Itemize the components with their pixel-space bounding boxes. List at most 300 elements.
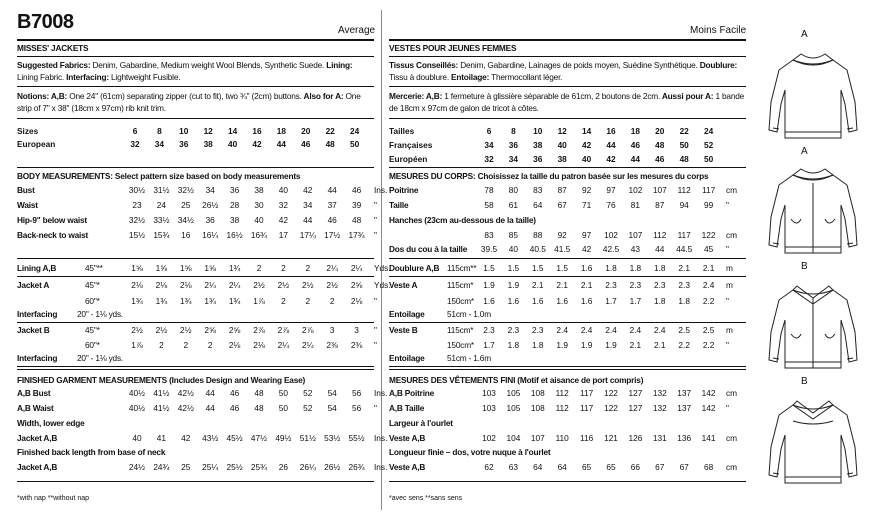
table-cell: 2: [281, 263, 286, 273]
body-measure-row: [389, 231, 746, 241]
table-cell: 24¾: [153, 462, 170, 472]
table-cell: 53½: [324, 433, 341, 443]
table-cell: 15½: [128, 230, 146, 240]
table-cell: 48: [254, 403, 264, 413]
row-sublabel: 51cm - 1.6m: [447, 353, 491, 363]
table-cell: 46: [229, 388, 240, 398]
table-cell: 3: [329, 325, 335, 335]
table-cell: 33½: [153, 215, 170, 225]
fabrics-line: [389, 73, 562, 81]
unit-label: ": [726, 244, 729, 254]
table-cell: 2: [183, 340, 189, 350]
english-column: [17, 0, 391, 528]
table-cell: 16: [252, 126, 262, 136]
table-cell: 48: [679, 154, 689, 164]
table-cell: 64: [533, 200, 543, 210]
table-cell: 15¾: [153, 230, 170, 240]
table-cell: 99: [703, 200, 714, 210]
table-cell: 1.6: [580, 296, 593, 306]
finished-measure-row: [389, 389, 746, 399]
table-cell: 2: [207, 340, 213, 350]
unit-label: ": [374, 296, 377, 306]
table-cell: 65: [606, 462, 616, 472]
table-cell: 12: [203, 126, 213, 136]
table-cell: 46: [655, 154, 665, 164]
table-cell: 2⅛: [155, 280, 168, 290]
row-sublabel: 51cm - 1.0m: [447, 309, 491, 319]
section-title: MISSES' JACKETS: [17, 43, 89, 53]
table-cell: 1.7: [483, 340, 495, 350]
table-cell: 76: [606, 200, 616, 210]
divider-line: [17, 276, 374, 277]
unit-label: Ins.: [374, 462, 388, 472]
unit-label: cm: [726, 462, 738, 472]
table-cell: 92: [557, 230, 567, 240]
table-cell: 137: [677, 388, 692, 398]
table-cell: 94: [679, 200, 689, 210]
table-cell: 2⅛: [228, 340, 241, 350]
finished-measure-row: [389, 419, 746, 429]
table-cell: 92: [581, 185, 592, 195]
table-cell: 1.7: [605, 296, 617, 306]
table-cell: 2: [256, 263, 262, 273]
divider-line: [389, 118, 746, 119]
table-cell: 44.5: [676, 244, 693, 254]
divider-line: [389, 167, 746, 168]
notions-line: [389, 92, 744, 100]
table-cell: 42½: [177, 403, 194, 413]
row-sublabel: 60"*: [85, 296, 100, 306]
table-cell: 65: [581, 462, 592, 472]
footnote: *avec sens **sans sens: [389, 495, 463, 502]
finished-measure-row: [17, 448, 374, 458]
table-cell: 2½: [326, 280, 338, 290]
table-cell: 2.3: [507, 325, 520, 335]
divider-line: [389, 39, 746, 41]
table-cell: 142: [701, 388, 716, 398]
table-cell: 61: [508, 200, 518, 210]
row-label: Tailles: [389, 126, 415, 136]
table-cell: 1.6: [483, 296, 495, 306]
section-title: VESTES POUR JEUNES FEMMES: [389, 43, 517, 53]
table-cell: 17: [278, 230, 288, 240]
notions-text: de 18cm x 97cm de galon de tricot à côtes.: [389, 103, 539, 113]
table-cell: 1¾: [204, 296, 216, 306]
table-cell: 2½: [253, 280, 265, 290]
table-cell: 2.3: [654, 280, 666, 290]
table-cell: 2½: [277, 280, 290, 290]
row-sublabel: 115cm*: [447, 280, 474, 290]
table-cell: 58: [484, 200, 494, 210]
table-cell: 2½: [302, 280, 314, 290]
table-cell: 68: [703, 462, 714, 472]
table-cell: 25: [181, 462, 191, 472]
table-cell: 40: [557, 140, 567, 150]
row-label: Width, lower edge: [17, 418, 85, 428]
table-cell: 2⅝: [228, 325, 241, 335]
table-cell: 39: [351, 200, 362, 210]
divider-line: [17, 167, 374, 168]
lining-label: Lining:: [324, 60, 353, 70]
table-cell: 44: [630, 154, 640, 164]
table-cell: 2: [159, 340, 164, 350]
table-cell: 40: [581, 154, 592, 164]
table-cell: 2¼: [326, 263, 338, 273]
table-cell: 126: [628, 433, 643, 443]
row-label: A,B Bust: [17, 388, 51, 398]
finished-measure-row: [389, 448, 746, 458]
french-sizes-row: [389, 141, 746, 151]
row-sublabel: 45"*: [85, 280, 100, 290]
table-cell: 2⅛: [350, 296, 363, 306]
table-cell: 67: [655, 462, 665, 472]
row-sublabel: 150cm*: [447, 296, 474, 306]
unit-label: cm: [726, 388, 738, 398]
table-cell: 112: [555, 403, 569, 413]
unit-label: m: [726, 263, 733, 273]
table-cell: 38: [254, 185, 264, 195]
sizes-row: [389, 127, 746, 137]
table-cell: 17½: [324, 230, 341, 240]
table-cell: 2: [305, 263, 311, 273]
table-cell: 52: [303, 403, 313, 413]
table-cell: 105: [506, 388, 521, 398]
unit-label: ": [726, 403, 729, 413]
row-sublabel: 45"*: [85, 325, 100, 335]
table-cell: 32: [130, 139, 140, 149]
table-cell: 1.5: [556, 263, 568, 273]
table-cell: 48: [655, 140, 665, 150]
divider-line: [17, 39, 374, 41]
table-cell: 137: [677, 403, 692, 413]
table-cell: 8: [511, 126, 516, 136]
table-cell: 2.4: [629, 325, 642, 335]
table-cell: 48: [254, 388, 264, 398]
table-cell: 80: [508, 185, 518, 195]
table-cell: 51½: [299, 433, 316, 443]
table-cell: 14: [227, 126, 238, 136]
table-cell: 40: [132, 433, 142, 443]
table-cell: 122: [604, 388, 618, 398]
table-cell: 16½: [226, 230, 243, 240]
table-cell: 105: [506, 403, 521, 413]
unit-label: cm: [726, 185, 738, 195]
table-cell: 78: [484, 185, 494, 195]
table-cell: 1.5: [532, 263, 544, 273]
section-heading: BODY MEASUREMENTS: Select pattern size based on body measurements: [17, 171, 301, 181]
table-cell: 18: [276, 126, 286, 136]
french-column: [389, 0, 746, 528]
row-label: Veste A,B: [389, 462, 426, 472]
table-cell: 34½: [177, 215, 194, 225]
table-cell: 2¼: [277, 340, 290, 350]
table-cell: 2⅝: [204, 325, 216, 335]
divider-line: [17, 366, 374, 367]
table-cell: 85: [508, 230, 518, 240]
table-cell: 107: [652, 185, 667, 195]
interfacing-label: Entoilage:: [448, 72, 490, 82]
table-cell: 112: [555, 388, 569, 398]
illustration-label: A: [801, 146, 808, 157]
body-measure-row: [389, 216, 746, 226]
body-measure-row: [389, 201, 746, 211]
table-cell: 32: [278, 200, 288, 210]
table-cell: 34: [484, 140, 494, 150]
row-label: A,B Waist: [17, 403, 54, 413]
table-cell: 2.4: [702, 280, 715, 290]
table-cell: 40: [227, 139, 238, 149]
table-cell: 110: [555, 433, 569, 443]
table-cell: 36: [229, 185, 240, 195]
table-cell: 2¼: [350, 263, 363, 273]
table-cell: 1.8: [507, 340, 520, 350]
table-cell: 2.2: [678, 340, 690, 350]
table-cell: 81: [630, 200, 640, 210]
table-cell: 3: [354, 325, 359, 335]
yardage-row: [17, 325, 377, 336]
table-cell: 1⅝: [155, 263, 168, 273]
table-cell: 2.5: [678, 325, 690, 335]
table-cell: 2.4: [556, 325, 568, 335]
table-cell: 2½: [131, 325, 143, 335]
table-cell: 83: [533, 185, 543, 195]
table-cell: 8: [157, 126, 162, 136]
yardage-row: [17, 340, 377, 351]
table-cell: 127: [628, 403, 643, 413]
row-label: Bust: [17, 185, 35, 195]
interfacing-text: Lightweight Fusible.: [108, 72, 181, 82]
yardage-row: [389, 354, 746, 364]
table-cell: 25¾: [250, 462, 268, 472]
table-cell: 30: [254, 200, 264, 210]
row-label: Interfacing: [17, 309, 58, 319]
row-label: Entoilage: [389, 353, 425, 363]
row-label: Entoilage: [389, 309, 425, 319]
table-cell: 23: [132, 200, 142, 210]
also-a-label: Aussi pour A:: [660, 91, 714, 101]
table-cell: 2.2: [702, 340, 715, 350]
table-cell: 1.6: [507, 296, 520, 306]
yardage-row: [389, 341, 746, 351]
table-cell: 2.1: [629, 340, 642, 350]
row-label: Sizes: [17, 126, 39, 136]
table-cell: 54: [327, 403, 337, 413]
table-cell: 2½: [180, 325, 192, 335]
table-cell: 1.8: [629, 263, 642, 273]
table-cell: 2⅛: [131, 280, 143, 290]
table-cell: 52: [703, 140, 714, 150]
table-cell: 44: [205, 403, 215, 413]
table-cell: 10: [179, 126, 189, 136]
table-cell: 1.9: [556, 340, 568, 350]
table-cell: 121: [604, 433, 618, 443]
unit-label: cm: [726, 433, 738, 443]
interfacing-label: Interfacing:: [64, 72, 109, 82]
unit-label: Yds.: [374, 263, 391, 273]
table-cell: 20: [655, 126, 665, 136]
table-cell: 34: [303, 200, 313, 210]
body-measure-row: [17, 215, 377, 226]
body-measure-row: [17, 185, 388, 196]
table-cell: 43½: [202, 433, 219, 443]
table-cell: 34: [508, 154, 518, 164]
yardage-row: [17, 296, 377, 307]
table-cell: 55½: [348, 433, 365, 443]
finished-measure-row: [17, 403, 377, 414]
body-measure-row: [389, 186, 746, 196]
table-cell: 2.2: [702, 296, 715, 306]
yardage-row: [17, 310, 374, 320]
table-cell: 18: [630, 126, 640, 136]
row-label: Taille: [389, 200, 409, 210]
yardage-row: [389, 326, 746, 336]
fabrics-text: Denim, Gabardine, Lainages de poids moyen, Suédine Synthétique.: [458, 60, 698, 70]
row-label: A,B Taille: [389, 403, 425, 413]
table-cell: 2.1: [580, 280, 593, 290]
table-cell: 1¾: [180, 296, 192, 306]
table-cell: 1.6: [556, 296, 568, 306]
table-cell: 1⅝: [131, 263, 143, 273]
section-heading: MESURES DU CORPS: Choisissez la taille du patron basée sur les mesures du corps: [389, 171, 709, 181]
notions-line: [389, 104, 539, 112]
table-cell: 1.8: [605, 263, 617, 273]
table-cell: 48: [351, 215, 362, 225]
row-label: Largeur à l'ourlet: [389, 418, 453, 428]
table-cell: 97: [606, 185, 616, 195]
table-cell: 1.8: [654, 263, 666, 273]
table-cell: 2⅛: [253, 340, 265, 350]
divider-line: [17, 369, 374, 370]
divider-line: [389, 276, 746, 277]
yardage-row: [389, 297, 746, 307]
table-cell: 1¾: [131, 296, 143, 306]
table-cell: 52: [303, 388, 313, 398]
unit-label: ": [374, 215, 377, 225]
table-cell: 16: [181, 230, 191, 240]
row-sublabel: 150cm*: [447, 340, 474, 350]
table-cell: 49½: [275, 433, 292, 443]
unit-label: Yds.: [374, 280, 391, 290]
table-cell: 26½: [324, 462, 341, 472]
fabrics-label: Tissus Conseillés:: [389, 60, 459, 70]
table-cell: 2⅞: [253, 325, 265, 335]
skill-level-fr: Moins Facile: [690, 25, 747, 36]
table-cell: 42: [581, 140, 592, 150]
table-cell: 26½: [202, 200, 219, 210]
table-cell: 26¾: [348, 462, 365, 472]
finished-measure-row: [389, 404, 746, 414]
table-cell: 2¼: [228, 280, 241, 290]
table-cell: 87: [557, 185, 567, 195]
table-cell: 46: [301, 139, 311, 149]
table-cell: 2¼: [204, 280, 216, 290]
table-cell: 83: [484, 230, 494, 240]
divider-line: [17, 86, 374, 87]
table-cell: 48: [325, 139, 335, 149]
unit-label: ": [726, 340, 729, 350]
yardage-row: [17, 280, 391, 291]
table-cell: 67: [557, 200, 567, 210]
table-cell: 36: [179, 139, 189, 149]
table-cell: 1.6: [532, 296, 544, 306]
unit-label: Ins.: [374, 433, 388, 443]
divider-line: [17, 322, 374, 323]
table-cell: 41.5: [554, 244, 571, 254]
finished-measure-row: [17, 433, 388, 444]
table-cell: 2.3: [605, 280, 617, 290]
table-cell: 107: [628, 230, 643, 240]
skill-level-en: Average: [338, 25, 376, 36]
table-cell: 103: [482, 403, 496, 413]
table-cell: 41: [156, 433, 166, 443]
table-cell: 36: [533, 154, 543, 164]
table-cell: 1.6: [580, 263, 593, 273]
table-cell: 2: [329, 296, 335, 306]
table-cell: 45: [703, 244, 714, 254]
table-cell: 64: [533, 462, 543, 472]
table-cell: 24: [156, 200, 166, 210]
table-cell: 2.4: [580, 325, 593, 335]
table-cell: 54: [327, 388, 337, 398]
table-cell: 50: [349, 139, 360, 149]
divider-line: [389, 481, 746, 482]
unit-label: ": [726, 296, 729, 306]
european-row: [17, 140, 374, 150]
illustration-label: B: [801, 261, 808, 272]
table-cell: 6: [486, 126, 492, 136]
table-cell: 103: [482, 388, 496, 398]
table-cell: 2.1: [654, 340, 666, 350]
table-cell: 2⅝: [350, 280, 363, 290]
table-cell: 36: [508, 140, 518, 150]
table-cell: 102: [628, 185, 643, 195]
table-cell: 34: [205, 185, 215, 195]
table-cell: 66: [630, 462, 640, 472]
row-sublabel: 20" - 1⅛ yds.: [77, 309, 124, 319]
table-cell: 50: [703, 154, 714, 164]
row-label: Jacket A,B: [17, 433, 58, 443]
row-label: Longueur finie – dos, votre nuque à l'ourlet: [389, 447, 551, 457]
row-label: Waist: [17, 200, 38, 210]
table-cell: 1⅞: [131, 340, 143, 350]
unit-label: ": [374, 403, 377, 413]
table-cell: 2.1: [678, 263, 690, 273]
table-cell: 25: [181, 200, 191, 210]
row-label: Hanches (23cm au-dessous de la taille): [389, 215, 536, 225]
table-cell: 41½: [153, 403, 170, 413]
table-cell: 45½: [226, 433, 243, 443]
finished-measure-row: [17, 388, 388, 399]
table-cell: 97: [581, 230, 592, 240]
table-cell: 1.5: [483, 263, 495, 273]
table-cell: 16¼: [202, 230, 219, 240]
jacket-b-back-icon: [763, 387, 863, 495]
footnote: *with nap **without nap: [17, 495, 89, 502]
table-cell: 117: [579, 403, 594, 413]
row-label: Européen: [389, 154, 428, 164]
table-cell: 2.3: [678, 280, 690, 290]
table-cell: 26: [278, 462, 288, 472]
table-cell: 64: [557, 462, 567, 472]
divider-line: [389, 56, 746, 57]
table-cell: 24: [703, 126, 714, 136]
row-label: Veste A: [389, 280, 418, 290]
table-cell: 39.5: [480, 244, 498, 254]
table-cell: 26¼: [299, 462, 316, 472]
notions-label: Notions: A,B:: [17, 91, 68, 101]
table-cell: 62: [484, 462, 494, 472]
table-cell: 44: [655, 244, 665, 254]
